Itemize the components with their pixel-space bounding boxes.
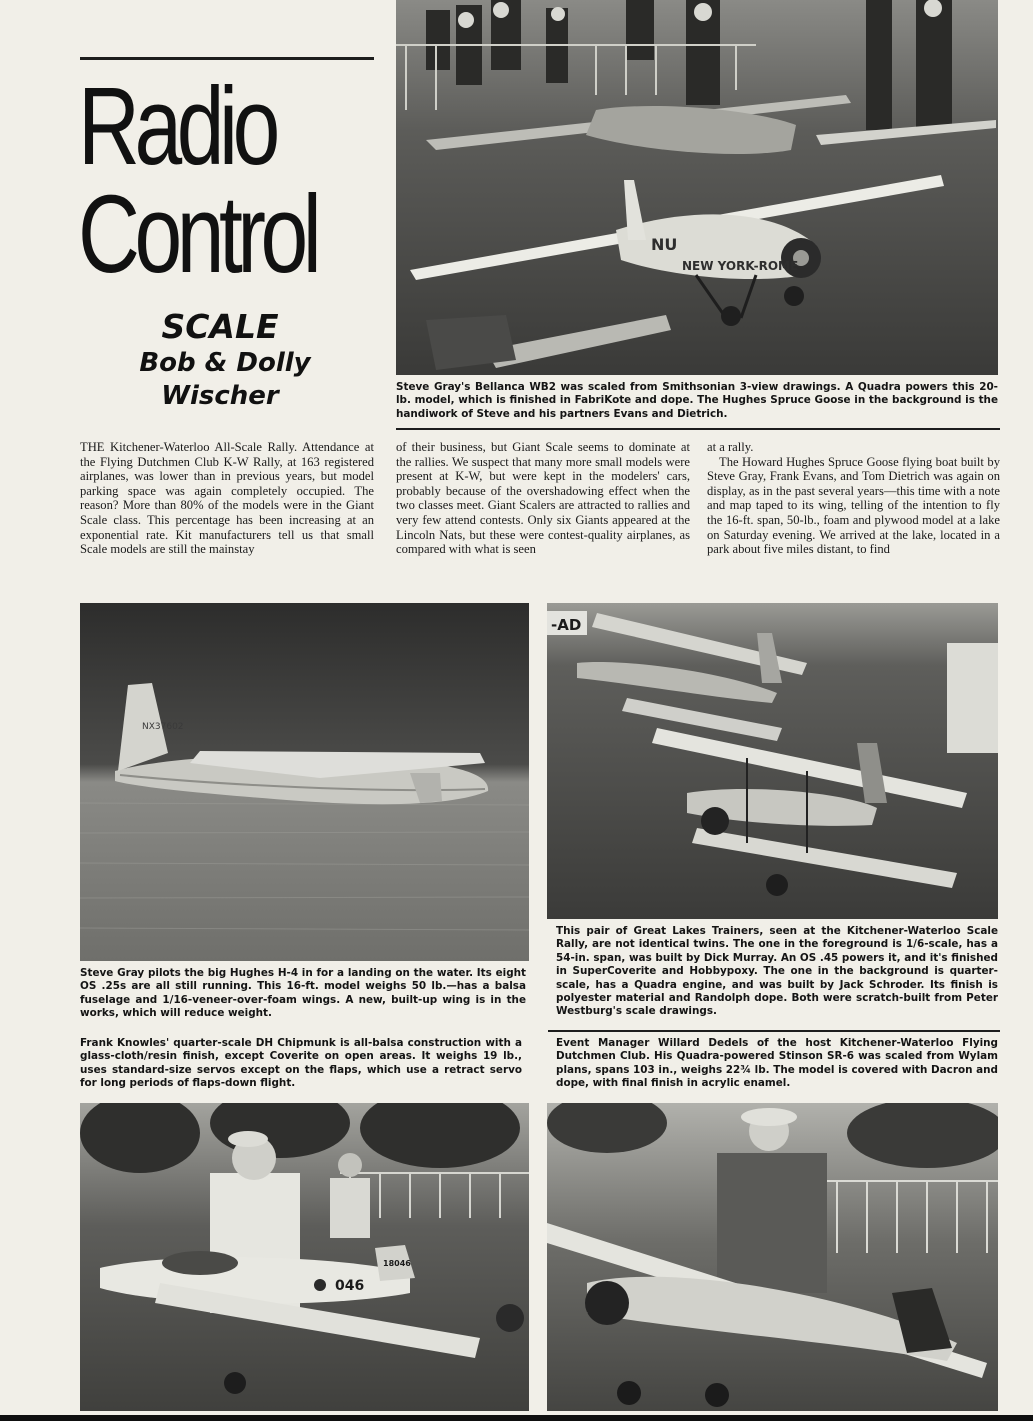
h4-tail-marking: NX37602	[142, 722, 184, 732]
photo-hughes-h4	[80, 603, 529, 961]
caption-hughes-h4: Steve Gray pilots the big Hughes H-4 in for a landing on the water. Its eight OS .25s are all still running. This 16-ft. model weighs 50 lb.—has a balsa fuselage and 1/16-veneer-over-foam wings. A new, built-up wing is in the works, which will reduce weight.	[80, 967, 526, 1020]
caption-rule-top	[396, 428, 1000, 430]
author-line-1: Bob & Dolly	[139, 348, 311, 378]
sign-marking: -AD	[551, 616, 582, 634]
title-radio: Radio	[78, 65, 275, 188]
caption-stinson: Event Manager Willard Dedels of the host Kitchener-Waterloo Flying Dutchmen Club. His Quadra-powered Stinson SR-6 was scaled from Wylam plans, spans 103 in., weighs 22¾ lb. The model is covered with Dacron and dope, with final finish in acrylic enamel.	[556, 1037, 998, 1090]
article-column-3	[707, 440, 1000, 612]
mid-section-rule	[548, 1030, 1000, 1032]
article-column-2	[396, 440, 690, 612]
photo-chipmunk	[80, 1103, 529, 1411]
photo-great-lakes	[547, 603, 998, 919]
section-label: SCALE	[161, 307, 279, 346]
bellanca-tail-marking: NU	[651, 235, 678, 254]
article-col1-p1: THE Kitchener-Waterloo All-Scale Rally. Attendance at the Flying Dutchmen Club K-W Rally, at 163 registered airplanes, was lower than in previous years, but model parking space was again completely occupied. The reason? More than 80% of the models were in the Giant Scale class. This percentage has been increasing at an exponential rate. Kit manufacturers tell us that small Scale models are still the mainstay	[80, 440, 374, 557]
caption-great-lakes: This pair of Great Lakes Trainers, seen at the Kitchener-Waterloo Scale Rally, are not identical twins. The one in the foreground is 1/6-scale, has a 54-in. span, was built by Dick Murray. An OS .45 powers it, and it's finished in SuperCoverite and Hobbypoxy. The one in the background is quarter-scale, has a Quadra engine, and was built by Jack Schroder. Its finish is polyester material and Randolph dope. Both were scratch-built from Peter Westburg's scale drawings.	[556, 925, 998, 1018]
author-line-2: Wischer	[161, 381, 279, 411]
article-col3-p2: The Howard Hughes Spruce Goose flying boat built by Steve Gray, Frank Evans, and Tom Dietrich was again on display, as in the past several years—this time with a note and map taped to its wing, telling of the intention to fly the 16-ft. span, 50-lb., foam and plywood model at a lake on Saturday evening. We arrived at the lake, located in a park about five miles distant, to find	[707, 454, 1000, 557]
photo-bellanca	[396, 0, 998, 375]
caption-bellanca: Steve Gray's Bellanca WB2 was scaled from Smithsonian 3-view drawings. A Quadra powers this 20-lb. model, which is finished in FabriKote and dope. The Hughes Spruce Goose in the background is the handiwork of Steve and his partners Evans and Dietrich.	[396, 381, 998, 420]
article-col2-p1: of their business, but Giant Scale seems to dominate at the rallies. We suspect that many more small models were present at K-W, but were kept in the modelers' cars, probably because of the overshadowing effect when the two classes meet. Giant Scalers are attracted to rallies and very few attend contests. Only six Giants appeared at the Lincoln Nats, but these were contest-quality airplanes, as compared with what is seen	[396, 440, 690, 557]
bellanca-marking: NEW YORK-ROME	[682, 259, 799, 273]
article-col3-p1: at a rally.	[707, 440, 754, 454]
caption-chipmunk: Frank Knowles' quarter-scale DH Chipmunk is all-balsa construction with a glass-cloth/resin finish, except Coverite on open areas. It weighs 19 lb., uses standard-size servos except on the flaps, which use a retract servo for long periods of flaps-down flight.	[80, 1037, 522, 1090]
title-top-rule	[80, 57, 374, 60]
chipmunk-fuselage-marking: 046	[335, 1278, 365, 1294]
article-column-1	[80, 440, 374, 612]
photo-stinson	[547, 1103, 998, 1411]
title-control: Control	[78, 173, 317, 296]
page-bottom-edge	[0, 1415, 1033, 1421]
chipmunk-tail-marking: 18046	[383, 1259, 411, 1268]
